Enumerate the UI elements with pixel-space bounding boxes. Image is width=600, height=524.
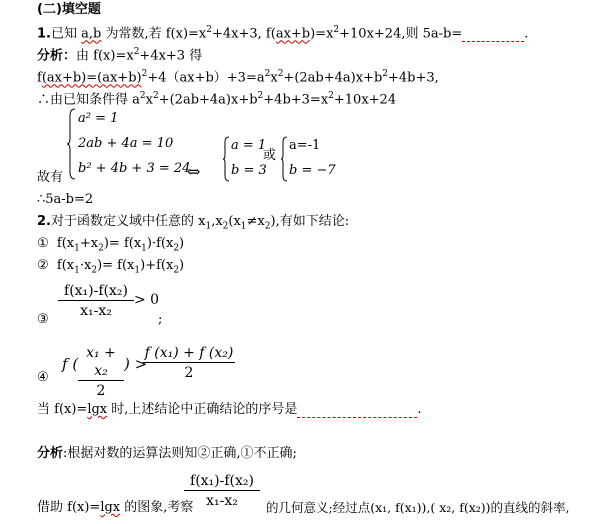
- expansion-tail-4: +4b+3,: [388, 70, 439, 86]
- c3-mark: ③: [37, 312, 49, 327]
- c4-mark: ④: [37, 370, 49, 385]
- section-title: (二)填空题: [37, 2, 101, 17]
- c1-d: )·f(x: [146, 236, 174, 251]
- gu-you: 故有: [37, 170, 64, 185]
- therefore-tail-3: +10x+24: [333, 92, 397, 108]
- analysis-2-tail: 的几何意义;经过点(x₁, f(x₁)),( x₂, f(x₂))的直线的斜率,: [266, 500, 570, 515]
- or-text: 或: [263, 148, 277, 163]
- c2-b: ·x: [79, 258, 92, 273]
- c4-den-2: 2: [184, 365, 194, 381]
- analysis-2-borrow2: 的图象,考察: [120, 500, 194, 515]
- q1-text-a: 已知: [50, 26, 82, 42]
- th-sq1: 2: [139, 91, 146, 101]
- c4-fraction-2: [143, 344, 235, 383]
- analysis-2-fraction: [184, 472, 260, 511]
- eq-3: b² + 4b + 3 = 24: [78, 161, 191, 176]
- question-2: 2.对于函数定义域中任意的 $x_1,x_2(x_1\ne x_2)$,有如下结论:: [37, 214, 350, 232]
- c3-denominator: x₁-x₂: [80, 303, 112, 319]
- analysis-1-colon: ：: [63, 48, 77, 64]
- analysis-1-sq: 2: [133, 47, 140, 57]
- expansion-tail-1: +4（ax+b）+3=a: [147, 70, 265, 86]
- analysis-2-label: 分析: [37, 446, 64, 461]
- c4-num-1: x₁ + x₂: [86, 345, 116, 379]
- analysis-2-frac-den: x₁-x₂: [206, 493, 238, 509]
- expansion-tail-3: +(2ab+4a)x+b: [283, 70, 383, 86]
- exp-sq2: 2: [264, 69, 271, 79]
- analysis-1-line-3: ∴由已知条件得 $a^2x^2+(2ab+4a)x+b^2+4b+3=x^2+10x+24$: [37, 91, 397, 108]
- th-sq4: 2: [328, 91, 334, 101]
- c1-c: )= f(x: [103, 236, 142, 251]
- c2-a: f(x: [56, 258, 75, 273]
- therefore-line: ∴由已知条件得 a: [37, 92, 140, 108]
- sol-1b: b = 3: [231, 163, 267, 178]
- eq-2: 2ab + 4a = 10: [78, 136, 174, 151]
- q1-axb: ax+b: [275, 26, 311, 42]
- c3-end: ;: [158, 312, 163, 327]
- q1-text-e: +10x+24,则 5a-b=: [339, 26, 463, 42]
- c3-fraction: [58, 282, 134, 321]
- analysis-1-line-1: [37, 44, 202, 64]
- sol-2a: a=-1: [289, 138, 321, 153]
- c2-e: ): [179, 258, 185, 273]
- exp-sq4: 2: [382, 69, 388, 79]
- analysis-2-lgx: lgx: [100, 500, 121, 515]
- therefore-tail-2: +4b+3=x: [263, 92, 329, 108]
- analysis-1-label: 分析: [37, 48, 64, 64]
- q1-sq2: 2: [333, 25, 340, 35]
- c2-d: )+f(x: [140, 258, 174, 273]
- conclusion-item-2: ② $f(x_1\cdot x_2)= f(x_1)+f(x_2)$: [37, 258, 185, 276]
- q1-number: 1.: [37, 26, 51, 42]
- analysis-2-borrow: 借助 f(x)=: [37, 500, 101, 515]
- q2-text4: ≠x: [246, 214, 265, 229]
- brace-sol-2: [280, 136, 288, 182]
- th-sq2: 2: [152, 91, 159, 101]
- sol-1a: a = 1: [231, 138, 267, 153]
- q1-text-d: )=x: [310, 26, 334, 42]
- c1-mark: ①: [37, 236, 49, 251]
- q2-text2: ,x: [211, 214, 223, 229]
- q1-end: .: [524, 26, 529, 42]
- exp-sq3: 2: [277, 69, 284, 79]
- th-sq3: 2: [257, 91, 264, 101]
- brace-sol-1: [222, 136, 230, 182]
- conclusion-item-1: ① $f(x_1+x_2)= f(x_1)\cdot f(x_2)$: [37, 236, 185, 254]
- q2-lgx: lgx: [87, 402, 108, 417]
- c1-b: +x: [79, 236, 99, 251]
- q1-answer-blank[interactable]: [462, 28, 524, 42]
- c4-fraction-1: [78, 344, 124, 401]
- q2-text3: (x: [228, 214, 241, 229]
- eq-1: a² = 1: [78, 111, 119, 126]
- analysis-2-frac-num: f(x₁)-f(x₂): [190, 473, 254, 489]
- sol-2b: b = −7: [289, 163, 336, 178]
- c4-mid: ) >: [124, 355, 148, 373]
- c3-numerator: f(x₁)-f(x₂): [64, 283, 128, 299]
- left-brace: [66, 108, 76, 180]
- q1-sq1: 2: [206, 25, 212, 35]
- c2-c: )= f(x: [97, 258, 135, 273]
- q2-text: 对于函数定义域中任意的 x: [50, 214, 206, 229]
- c1-a: f(x: [56, 236, 75, 251]
- therefore-tail-1: +(2ab+4a)x+b: [158, 92, 258, 108]
- c1-e: ): [179, 236, 185, 251]
- analysis-1-text: 由 f(x)=x: [76, 48, 134, 64]
- conclusion-1: ∴5a-b=2: [37, 192, 94, 207]
- q2-number: 2.: [37, 214, 51, 229]
- c3-relation: > 0: [134, 292, 160, 308]
- q2-when2: 时,上述结论中正确结论的序号是: [107, 402, 298, 417]
- analysis-2-text: :根据对数的运算法则知②正确,①不正确;: [63, 446, 297, 461]
- c4-den-1: 2: [96, 383, 106, 399]
- c2-mark: ②: [37, 258, 49, 273]
- analysis-2-line-1: [37, 446, 297, 462]
- c4-f: f (: [62, 355, 79, 373]
- expansion-tail-2: x: [270, 70, 278, 86]
- analysis-1-text2: +4x+3 得: [139, 48, 203, 64]
- exp-sq1: 2: [141, 69, 148, 79]
- expansion-line: (ax+b)=(ax+b): [41, 70, 142, 86]
- q2-text5: ),有如下结论:: [270, 214, 350, 229]
- q2-when: 当 f(x)=: [37, 402, 88, 417]
- q2-answer-blank[interactable]: [297, 404, 417, 418]
- analysis-1-line-2: $f(ax+b)=(ax+b)^2+4(ax+b)+3=a^2x^2+(2ab+4a)x+b^2+4b+3$,: [37, 69, 439, 86]
- question-1: [37, 22, 528, 42]
- q1-text-b: 为常数,若 f(x)=x: [101, 26, 207, 42]
- q2-end: .: [417, 402, 422, 417]
- c4-num-2: f (x₁) + f (x₂): [144, 345, 234, 361]
- q2-question-line: [37, 402, 422, 418]
- analysis-2-line-2: [37, 500, 193, 516]
- q1-ab: a,b: [81, 26, 102, 42]
- iff-arrow: ⇔: [187, 162, 201, 181]
- q1-text-c: +4x+3, f(: [212, 26, 276, 42]
